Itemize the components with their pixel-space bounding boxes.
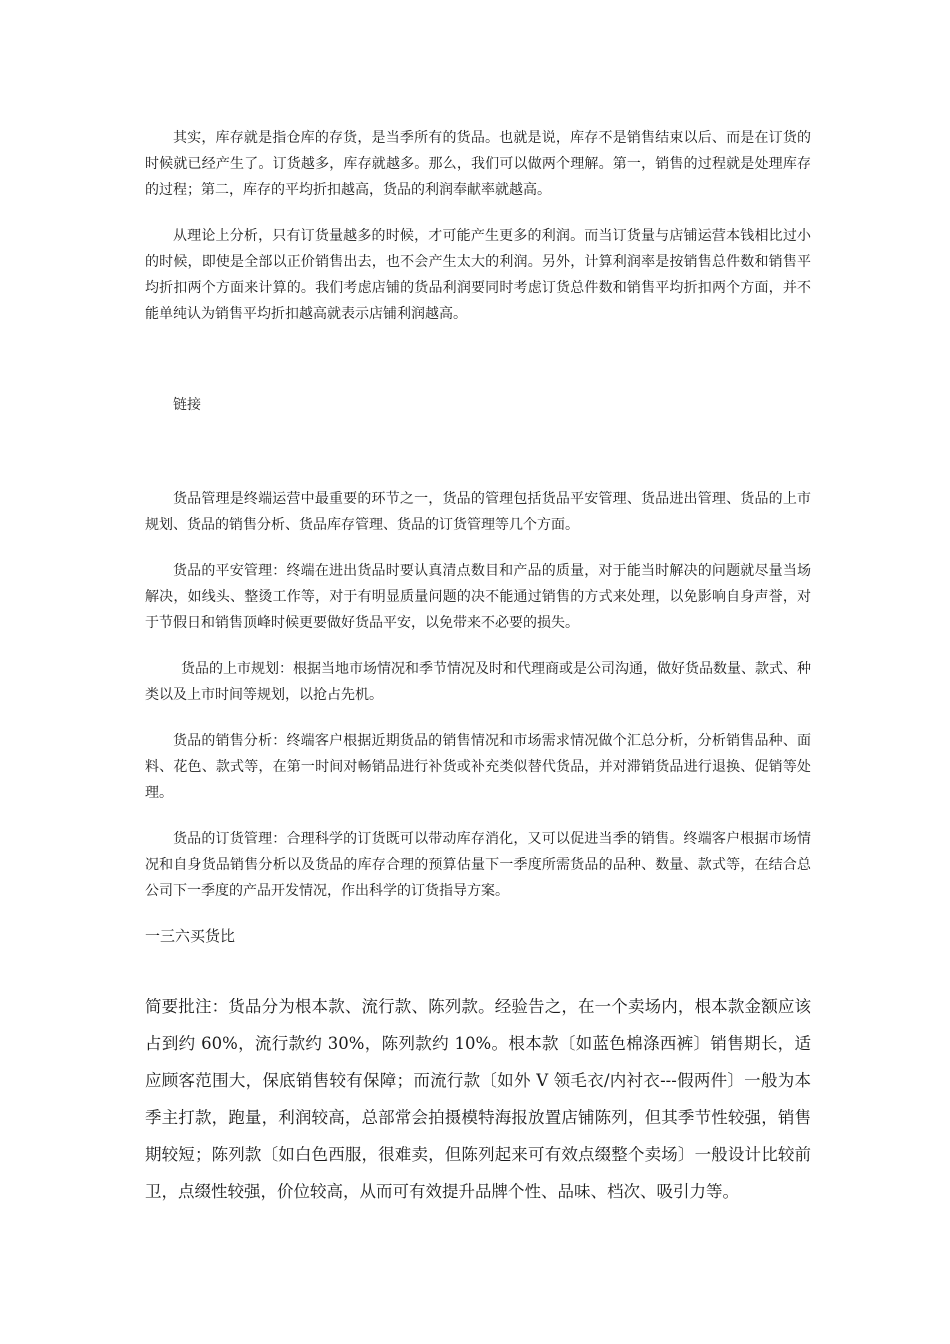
section-heading: 一三六买货比 <box>145 927 236 945</box>
paragraph-inventory-definition: 其实，库存就是指仓库的存货，是当季所有的货品。也就是说，库存不是销售结束以后、而是在订货的时候就已经产生了。订货越多，库存就越多。那么，我们可以做两个理解。第一，销售的过程就是处理库存的过程；第二，库存的平均折扣越高，货品的利润奉献率就越高。 <box>145 130 811 198</box>
paragraph-sales-analysis: 货品的销售分析：终端客户根据近期货品的销售情况和市场需求情况做个汇总分析，分析销售品种、面料、花色、款式等，在第一时间对畅销品进行补货或补充类似替代货品，并对滞销货品进行退换、促销等处理。 <box>145 733 811 801</box>
paragraph-launch-planning: 货品的上市规划：根据当地市场情况和季节情况及时和代理商或是公司沟通，做好货品数量、款式、种类以及上市时间等规划，以抢占先机。 <box>145 661 811 703</box>
paragraph-goods-safety: 货品的平安管理：终端在进出货品时要认真清点数目和产品的质量，对于能当时解决的问题就尽量当场解决，如线头、整烫工作等，对于有明显质量问题的决不能通过销售的方式来处理，以免影响自身声誉，对于节假日和销售顶峰时候更要做好货品平安，以免带来不必要的损失。 <box>145 563 811 631</box>
link-label: 链接 <box>173 397 201 413</box>
paragraph-order-management: 货品的订货管理：合理科学的订货既可以带动库存消化，又可以促进当季的销售。终端客户根据市场情况和自身货品销售分析以及货品的库存合理的预算估量下一季度所需货品的品种、数量、款式等，在结合总公司下一季度的产品开发情况，作出科学的订货指导方案。 <box>145 831 811 899</box>
paragraph-profit-analysis: 从理论上分析，只有订货量越多的时候，才可能产生更多的利润。而当订货量与店铺运营本钱相比过小的时候，即使是全部以正价销售出去，也不会产生太大的利润。另外，计算利润率是按销售总件数和销售平均折扣两个方面来计算的。我们考虑店铺的货品利润要同时考虑订货总件数和销售平均折扣两个方面，并不能单纯认为销售平均折扣越高就表示店铺利润越高。 <box>145 228 811 322</box>
paragraph-goods-management: 货品管理是终端运营中最重要的环节之一，货品的管理包括货品平安管理、货品进出管理、货品的上市规划、货品的销售分析、货品库存管理、货品的订货管理等几个方面。 <box>145 491 811 533</box>
paragraph-brief-note: 简要批注：货品分为根本款、流行款、陈列款。经验告之，在一个卖场内，根本款金额应该占到约 60%，流行款约 30%，陈列款约 10%。根本款〔如蓝色棉涤西裤〕销售期长，适应顾客范围大，保底销售较有保障；而流行款〔如外 V 领毛衣/内衬衣---假两件〕一般为本季主打款，跑量，利润较高，总部常会拍摄模特海报放置店铺陈列，但其季节性较强，销售期较短；陈列款〔如白色西服，很难卖，但陈列起来可有效点缀整个卖场〕一般设计比较前卫，点缀性较强，价位较高，从而可有效提升品牌个性、品味、档次、吸引力等。 <box>145 997 811 1201</box>
